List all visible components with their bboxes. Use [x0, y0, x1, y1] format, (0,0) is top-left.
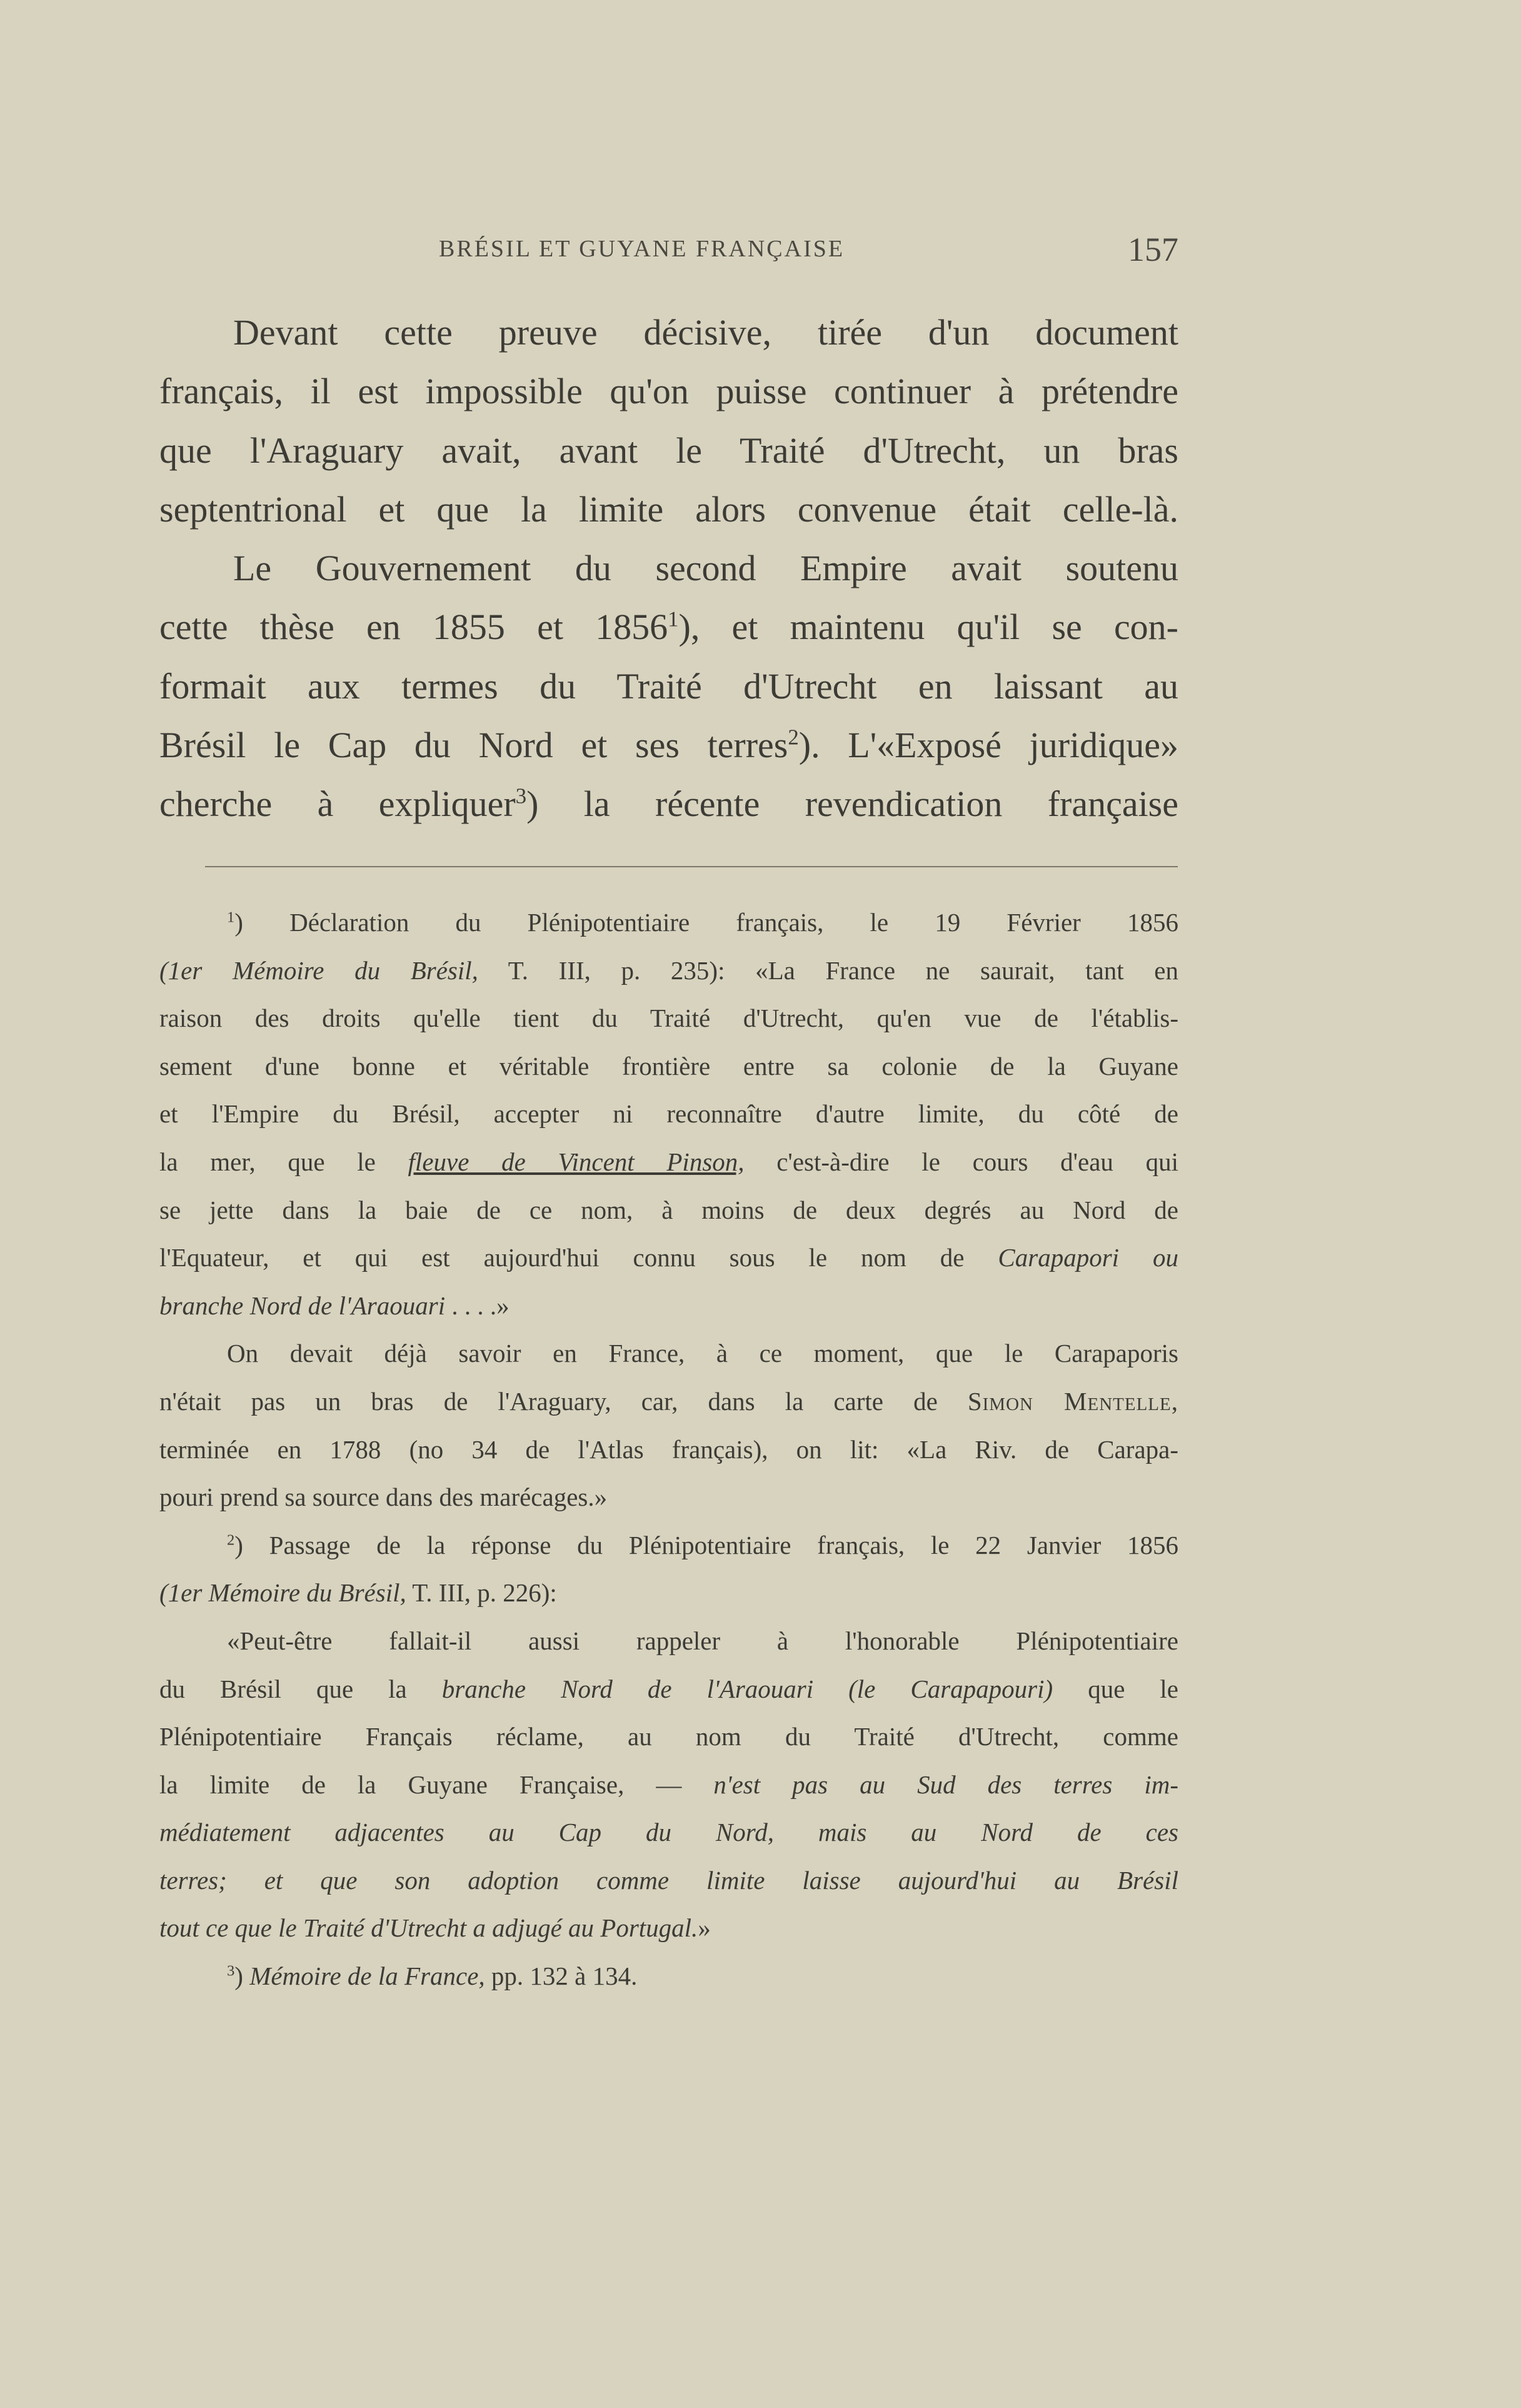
footnote-line: se jette dans la baie de ce nom, à moins de deux degrés au Nord de — [159, 1195, 1178, 1224]
text-line: français, il est impossible qu'on puisse continuer à prétendre — [159, 371, 1178, 412]
footnote-line: médiatement adjacentes au Cap du Nord, mais au Nord de ces — [159, 1818, 1178, 1847]
footnote-line: Plénipotentiaire Français réclame, au nom du Traité d'Utrecht, comme — [159, 1722, 1178, 1751]
footnote-line: (1er Mémoire du Brésil, T. III, p. 226): — [159, 1578, 557, 1608]
footnote-line: $^2$) Passage de la réponse du Plénipotentiaire français, le 22 Janvier 1856 — [227, 1530, 1178, 1559]
footnote-line: tout ce que le Traité d'Utrecht a adjugé au Portugal.» — [159, 1913, 711, 1943]
footnote-line: On devait déjà savoir en France, à ce moment, que le Carapaporis — [227, 1339, 1178, 1368]
footnote-line: du Brésil que la branche Nord de l'Araouari (le Carapapouri) que le — [159, 1674, 1178, 1703]
footnote-line: (1er Mémoire du Brésil, T. III, p. 235): «La France ne saurait, tant en — [159, 955, 1178, 985]
page-number: 157 — [1128, 231, 1178, 268]
footnote-line: l'Equateur, et qui est aujourd'hui connu sous le nom de Carapapori ou — [159, 1243, 1178, 1272]
footnote-line: la limite de la Guyane Française, — n'est pas au Sud des terres im- — [159, 1770, 1178, 1799]
footnote-line: raison des droits qu'elle tient du Traité d'Utrecht, qu'en vue de l'établis- — [159, 1004, 1178, 1033]
footnote-divider — [205, 866, 1178, 867]
text-line: formait aux termes du Traité d'Utrecht en laissant au — [159, 665, 1178, 707]
text-line: Brésil le Cap du Nord et ses terres$^2$). L'«Exposé juridique» — [159, 725, 1178, 766]
footnote-line: terres; et que son adoption comme limite laisse aujourd'hui au Brésil — [159, 1865, 1178, 1895]
footnote-line: pouri prend sa source dans des marécages.» — [159, 1483, 608, 1512]
footnote-line: et l'Empire du Brésil, accepter ni reconnaître d'autre limite, du côté de — [159, 1099, 1178, 1129]
footnote-line: la mer, que le fleuve de Vincent Pinson, c'est-à-dire le cours d'eau qui — [159, 1147, 1178, 1176]
running-title: BRÉSIL ET GUYANE FRANÇAISE — [439, 236, 845, 262]
main-text — [159, 303, 1178, 834]
text-line: Le Gouvernement du second Empire avait soutenu — [233, 548, 1178, 589]
footnote-line: n'était pas un bras de l'Araguary, car, dans la carte de Simon Mentelle, — [159, 1386, 1178, 1416]
footnote-marker: 1 — [227, 909, 235, 926]
text-line: que l'Araguary avait, avant le Traité d'Utrecht, un bras — [159, 430, 1178, 471]
footnote-line: terminée en 1788 (no 34 de l'Atlas français), on lit: «La Riv. de Carapa- — [159, 1434, 1178, 1464]
footnote-line: «Peut-être fallait-il aussi rappeler à l'honorable Plénipotentiaire — [227, 1626, 1178, 1655]
footnotes — [159, 899, 1178, 2000]
text-line: cette thèse en 1855 et 1856$^1$), et maintenu qu'il se con- — [159, 607, 1178, 648]
footnote-line: $^3$) Mémoire de la France, pp. 132 à 134. — [227, 1962, 638, 1991]
footnote-line: branche Nord de l'Araouari . . . .» — [159, 1291, 510, 1320]
text-line: septentrional et que la limite alors convenue était celle-là. — [159, 488, 1178, 530]
text-line: Devant cette preuve décisive, tirée d'un document — [233, 312, 1178, 353]
footnote-marker: 2 — [227, 1531, 235, 1549]
footnote-ref: 1 — [668, 607, 679, 632]
footnote-marker: 3 — [227, 1962, 235, 1980]
page-header — [159, 230, 1178, 274]
footnote-ref: 2 — [788, 725, 799, 750]
footnote-line: $^1$) Déclaration du Plénipotentiaire français, le 19 Février 1856 — [227, 908, 1178, 937]
text-line: cherche à expliquer$^3$) la récente revendication française — [159, 783, 1179, 825]
footnote-line: sement d'une bonne et véritable frontière entre sa colonie de la Guyane — [159, 1051, 1178, 1081]
footnote-ref: 3 — [515, 784, 527, 809]
